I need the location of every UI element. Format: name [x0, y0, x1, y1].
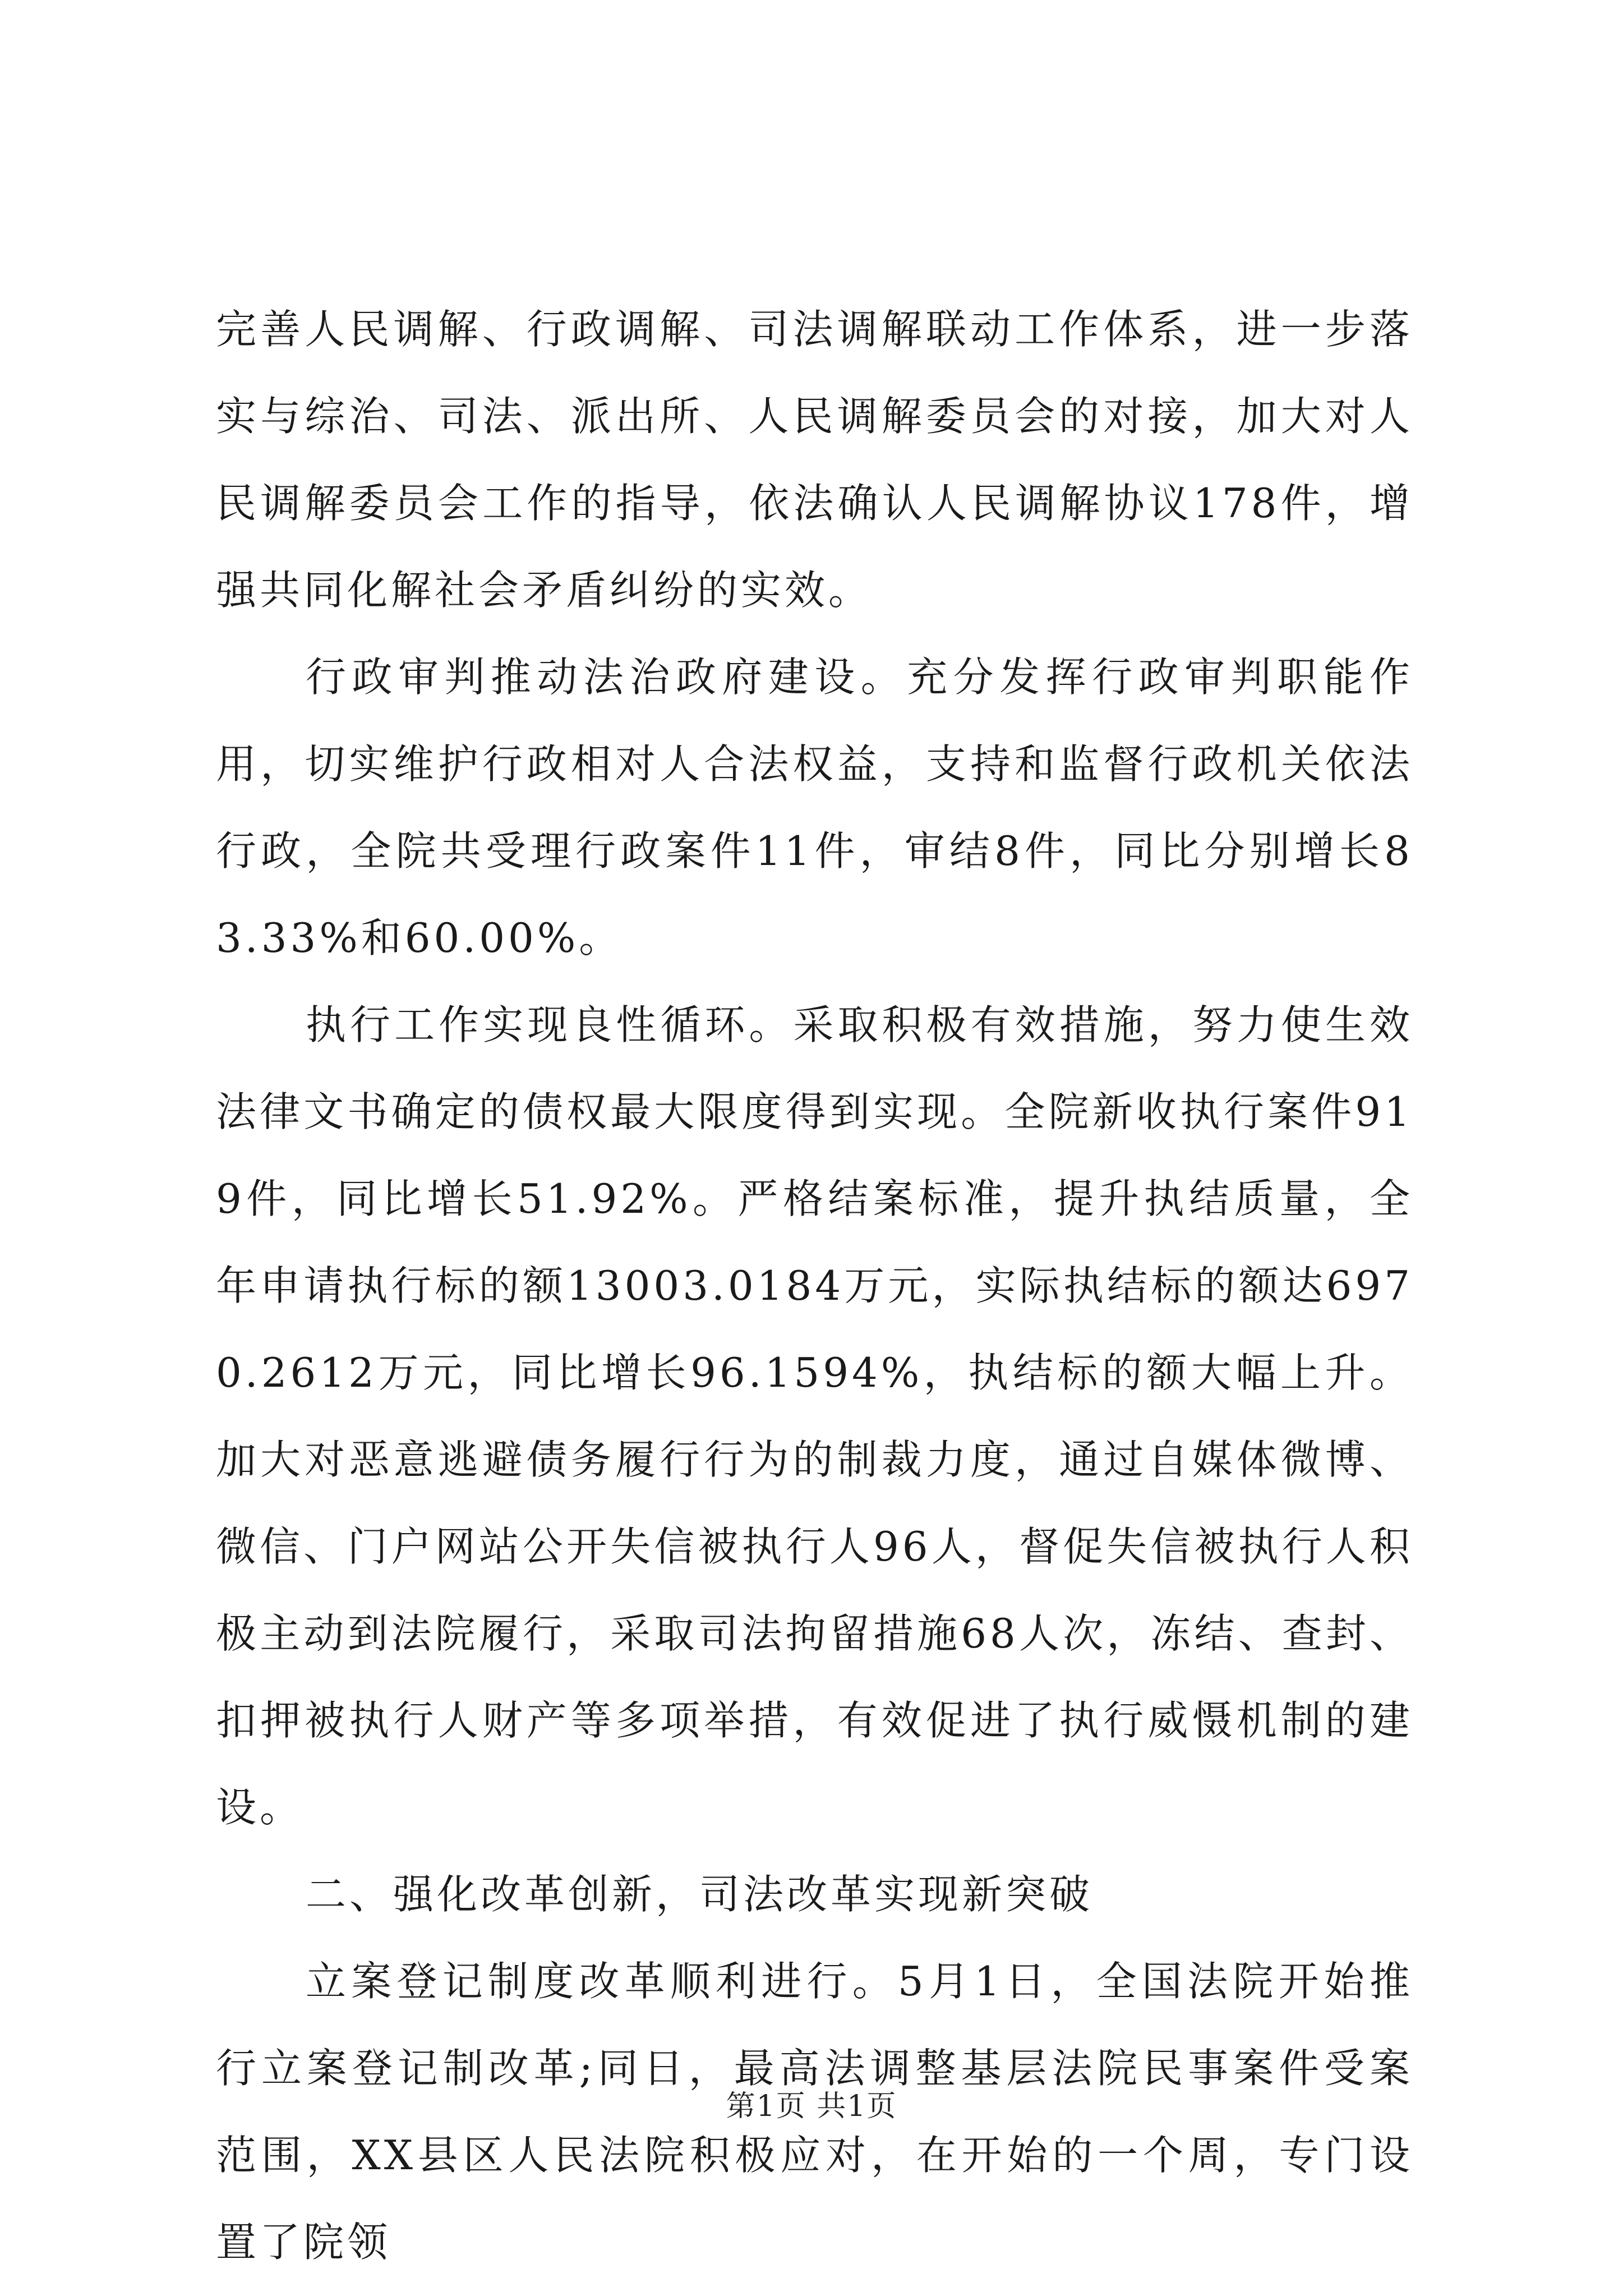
- paragraph-administrative-trial: 行政审判推动法治政府建设。充分发挥行政审判职能作用，切实维护行政相对人合法权益，支持和监督行政机关依法行政，全院共受理行政案件11件，审结8件，同比分别增长83.33%和60.00%。: [216, 654, 1413, 961]
- paragraph-enforcement: 执行工作实现良性循环。采取积极有效措施，努力使生效法律文书确定的债权最大限度得到实现。全院新收执行案件919件，同比增长51.92%。严格结案标准，提升执结质量，全年申请执行标的额13003.0184万元，实际执结标的额达6970.2612万元，同比增长96.1594%，执结标的额大幅上升。加大对恶意逃避债务履行行为的制裁力度，通过自媒体微博、微信、门户网站公开失信被执行人96人，督促失信被执行人积极主动到法院履行，采取司法拘留措施68人次，冻结、查封、扣押被执行人财产等多项举措，有效促进了执行威慑机制的建设。: [216, 1001, 1413, 1831]
- paragraph-mediation: 完善人民调解、行政调解、司法调解联动工作体系，进一步落实与综治、司法、派出所、人民调解委员会的对接，加大对人民调解委员会工作的指导，依法确认人民调解协议178件，增强共同化解社会矛盾纠纷的实效。: [216, 306, 1413, 614]
- section-heading-reform: 二、强化改革创新，司法改革实现新突破: [306, 1871, 1094, 1918]
- document-body: [216, 286, 1413, 2286]
- page-number-footer: 第1页 共1页: [726, 2090, 897, 2123]
- paragraph-case-registration: 立案登记制度改革顺利进行。5月1日，全国法院开始推行立案登记制改革;同日，最高法调整基层法院民事案件受案范围，XX县区人民法院积极应对，在开始的一个周，专门设置了院领: [216, 1958, 1413, 2266]
